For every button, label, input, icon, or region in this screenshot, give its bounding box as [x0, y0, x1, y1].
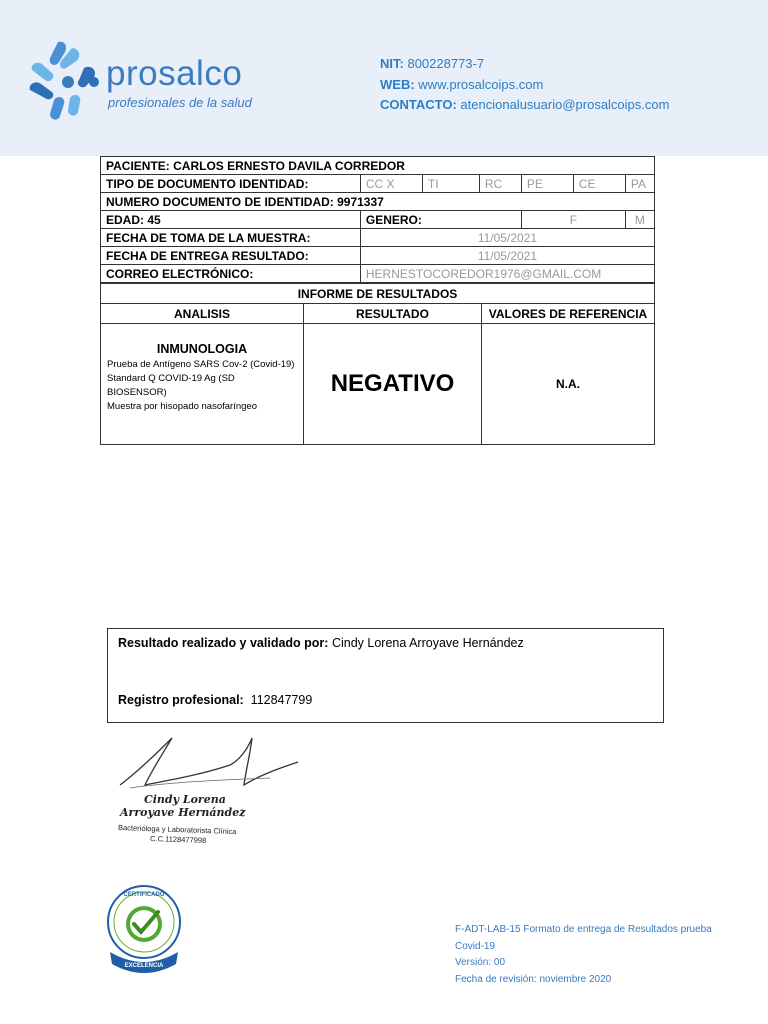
registry-value: 112847799: [250, 693, 313, 707]
nit-value: 800228773-7: [407, 56, 485, 71]
seal-top-text: CERTIFICADO: [123, 892, 165, 898]
nit-label: NIT:: [380, 56, 404, 71]
registry-line: [118, 693, 312, 707]
validated-label: Resultado realizado y validado por:: [118, 636, 329, 650]
doc-type-pe: PE: [521, 175, 573, 193]
contact-label: CONTACTO:: [380, 97, 457, 112]
results-header-row: [101, 304, 655, 324]
age-gender-row: [101, 211, 655, 229]
certification-seal-icon: [104, 882, 184, 978]
prosalco-logo-icon: [28, 40, 108, 122]
patient-age: EDAD: 45: [101, 211, 361, 229]
doc-type-pa: PA: [625, 175, 654, 193]
gender-label: GENERO:: [360, 211, 521, 229]
analysis-title: INMUNOLOGIA: [156, 342, 248, 356]
brand-tagline: profesionales de la salud: [108, 95, 252, 110]
result-value: NEGATIVO: [304, 324, 482, 445]
document-footer: [455, 922, 712, 988]
patient-name-row: [101, 157, 655, 175]
email-value: HERNESTOCOREDOR1976@GMAIL.COM: [360, 265, 654, 283]
doc-number: NUMERO DOCUMENTO DE IDENTIDAD: 9971337: [101, 193, 655, 211]
contact-email-link[interactable]: atencionalusuario@prosalcoips.com: [460, 97, 670, 112]
signature-image: [110, 730, 310, 850]
analysis-cell: [101, 324, 304, 445]
delivery-date-value: 11/05/2021: [360, 247, 654, 265]
page-header: [0, 0, 768, 156]
analysis-line: Prueba de Antígeno SARS Cov-2 (Covid-19): [107, 359, 295, 370]
email-row: [101, 265, 655, 283]
nit-line: [380, 54, 669, 75]
results-section-title: INFORME DE RESULTADOS: [101, 284, 655, 304]
doc-type-row: [101, 175, 655, 193]
col-referencia: VALORES DE REFERENCIA: [482, 304, 655, 324]
web-label: WEB:: [380, 76, 415, 92]
col-analisis: ANALISIS: [101, 304, 304, 324]
contact-block: [380, 54, 669, 116]
web-link[interactable]: www.prosalcoips.com: [418, 76, 544, 92]
registry-label: Registro profesional:: [118, 693, 244, 707]
signature-id: C.C.1128477998: [149, 834, 207, 845]
brand-name: prosalco: [106, 54, 243, 93]
contact-line: [380, 95, 669, 116]
gender-f: F: [521, 211, 625, 229]
analysis-line: Standard Q COVID-19 Ag (SD BIOSENSOR): [107, 373, 235, 398]
sample-date-value: 11/05/2021: [360, 229, 654, 247]
result-row: [101, 324, 655, 445]
reference-value: N.A.: [482, 324, 655, 445]
validated-name: Cindy Lorena Arroyave Hernández: [331, 636, 524, 650]
analysis-line: Muestra por hisopado nasofaríngeo: [107, 401, 257, 412]
seal-bottom-text: EXCELENCIA: [124, 963, 164, 969]
patient-name: PACIENTE: CARLOS ERNESTO DAVILA CORREDOR: [101, 157, 655, 175]
footer-form-subject: Covid-19: [455, 940, 496, 952]
doc-number-row: [101, 193, 655, 211]
delivery-date-label: FECHA DE ENTREGA RESULTADO:: [101, 247, 361, 265]
col-resultado: RESULTADO: [304, 304, 482, 324]
delivery-date-row: [101, 247, 655, 265]
footer-revision-date: Fecha de revisión: noviembre 2020: [455, 973, 612, 985]
validation-box: [107, 628, 664, 723]
footer-form-code: F-ADT-LAB-15 Formato de entrega de Resultados prueba: [455, 924, 712, 935]
web-line: [380, 75, 669, 96]
doc-type-ce: CE: [573, 175, 625, 193]
doc-type-rc: RC: [479, 175, 521, 193]
email-label: CORREO ELECTRÓNICO:: [101, 265, 361, 283]
doc-type-label: TIPO DE DOCUMENTO IDENTIDAD:: [101, 175, 361, 193]
doc-type-ti: TI: [422, 175, 479, 193]
signature-title: Bacterióloga y Laboratorista Clínica: [117, 823, 237, 837]
signature-name-line1: Cindy Lorena: [144, 793, 226, 806]
sample-date-row: [101, 229, 655, 247]
signature-name-line2: Arroyave Hernández: [120, 806, 246, 819]
patient-info-table: [100, 156, 655, 283]
gender-m: M: [625, 211, 654, 229]
sample-date-label: FECHA DE TOMA DE LA MUESTRA:: [101, 229, 361, 247]
footer-version: Versión: 00: [455, 957, 506, 968]
doc-type-cc: CC X: [360, 175, 422, 193]
results-title-row: [101, 284, 655, 304]
validated-by-line: [118, 636, 524, 650]
results-table: [100, 283, 655, 445]
